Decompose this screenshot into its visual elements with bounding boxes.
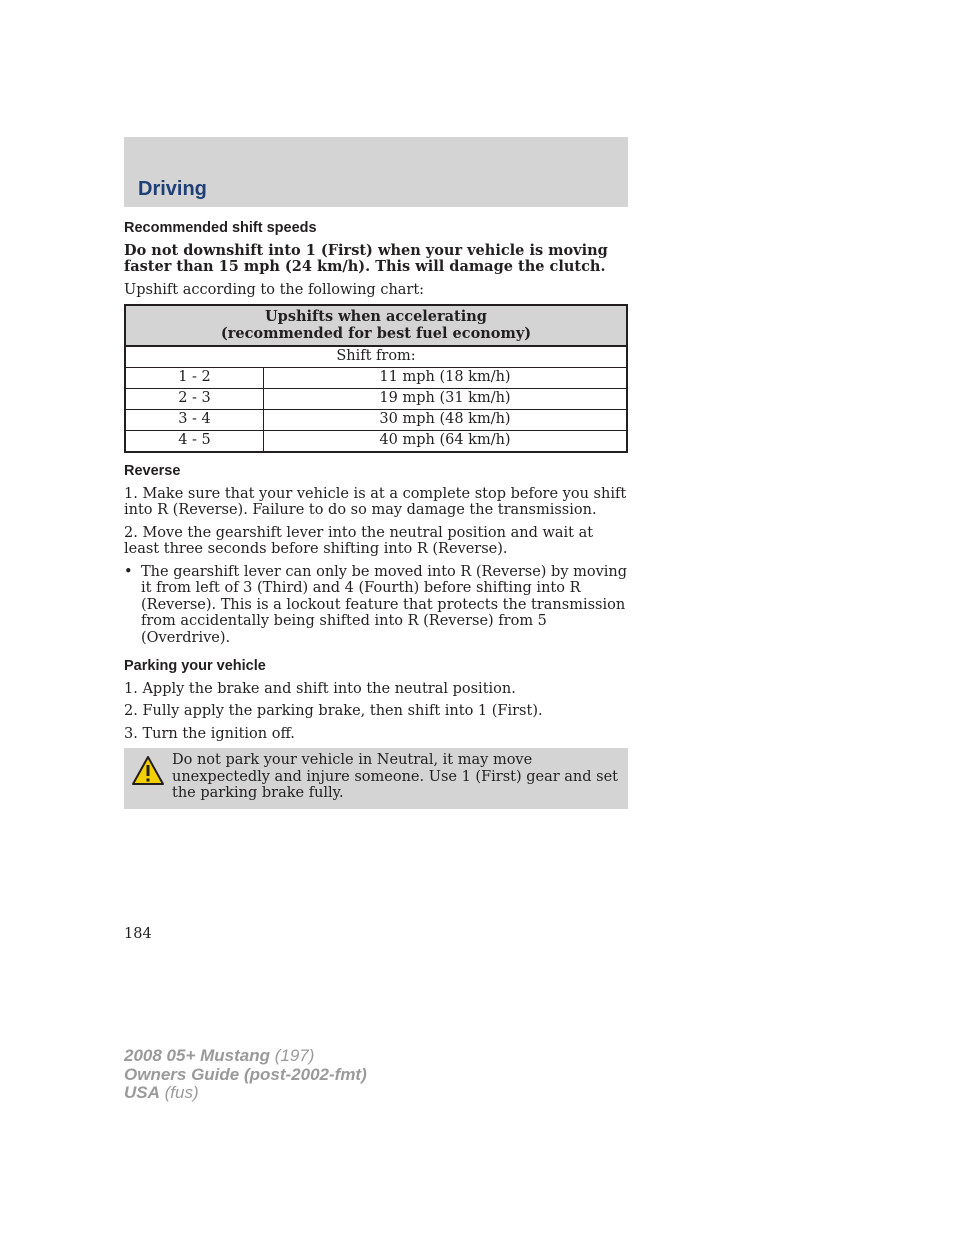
- upshift-intro: Upshift according to the following chart:: [124, 281, 425, 298]
- page-number: 184: [124, 926, 152, 942]
- reverse-bullet-text: The gearshift lever can only be moved into R (Reverse) by moving it from left of 3 (Third) and 4 (Fourth) before shifting into R (Reverse). This is a lockout feature that protects the transmission from accidentally being shifted into R (Reverse) from 5 (Overdrive).: [141, 563, 628, 646]
- reverse-step-1: 1. Make sure that your vehicle is at a complete stop before you shift into R (Reverse). Failure to do so may damage the transmission.: [124, 485, 627, 518]
- shift-speeds-heading: Recommended shift speeds: [124, 220, 317, 236]
- document-footer: [124, 1047, 367, 1103]
- table-subheader: Shift from:: [125, 346, 627, 368]
- bullet-icon: •: [124, 563, 133, 580]
- parking-heading: Parking your vehicle: [124, 658, 266, 674]
- table-row: [125, 431, 627, 453]
- warning-triangle-icon: [130, 754, 166, 788]
- table-row: [125, 389, 627, 410]
- footer-market: USA: [124, 1083, 160, 1102]
- reverse-step-2: 2. Move the gearshift lever into the neutral position and wait at least three seconds before shifting into R (Reverse).: [124, 524, 594, 557]
- page-content: [124, 220, 628, 809]
- table-header-line1: Upshifts when accelerating: [265, 308, 487, 325]
- downshift-warning: Do not downshift into 1 (First) when your vehicle is moving faster than 15 mph (24 km/h). This will damage the clutch.: [124, 241, 608, 275]
- parking-step-1: 1. Apply the brake and shift into the neutral position.: [124, 680, 516, 697]
- parking-warning-text: Do not park your vehicle in Neutral, it may move unexpectedly and injure someone. Use 1 (First) gear and set the parking brake fully.: [172, 752, 619, 801]
- gear-cell: 2 - 3: [125, 389, 264, 410]
- speed-cell: 19 mph (31 km/h): [264, 389, 628, 410]
- gear-cell: 4 - 5: [125, 431, 264, 453]
- speed-cell: 30 mph (48 km/h): [264, 410, 628, 431]
- parking-warning-box: [124, 748, 628, 809]
- footer-guide: Owners Guide (post-2002-fmt): [124, 1064, 367, 1084]
- section-header-band: [124, 137, 628, 207]
- reverse-bullet: [124, 564, 628, 647]
- table-header: [125, 305, 627, 346]
- speed-cell: 11 mph (18 km/h): [264, 368, 628, 389]
- gear-cell: 1 - 2: [125, 368, 264, 389]
- table-row: [125, 410, 627, 431]
- footer-model: 2008 05+ Mustang: [124, 1046, 270, 1065]
- shift-speed-table: [124, 304, 628, 453]
- speed-cell: 40 mph (64 km/h): [264, 431, 628, 453]
- reverse-heading: Reverse: [124, 463, 181, 479]
- table-header-line2: (recommended for best fuel economy): [220, 325, 532, 342]
- section-title: Driving: [138, 178, 207, 200]
- parking-step-2: 2. Fully apply the parking brake, then shift into 1 (First).: [124, 703, 543, 719]
- table-row: [125, 368, 627, 389]
- footer-model-code: (197): [274, 1046, 315, 1065]
- parking-step-3: 3. Turn the ignition off.: [124, 725, 295, 742]
- gear-cell: 3 - 4: [125, 410, 264, 431]
- footer-market-code: (fus): [164, 1083, 199, 1102]
